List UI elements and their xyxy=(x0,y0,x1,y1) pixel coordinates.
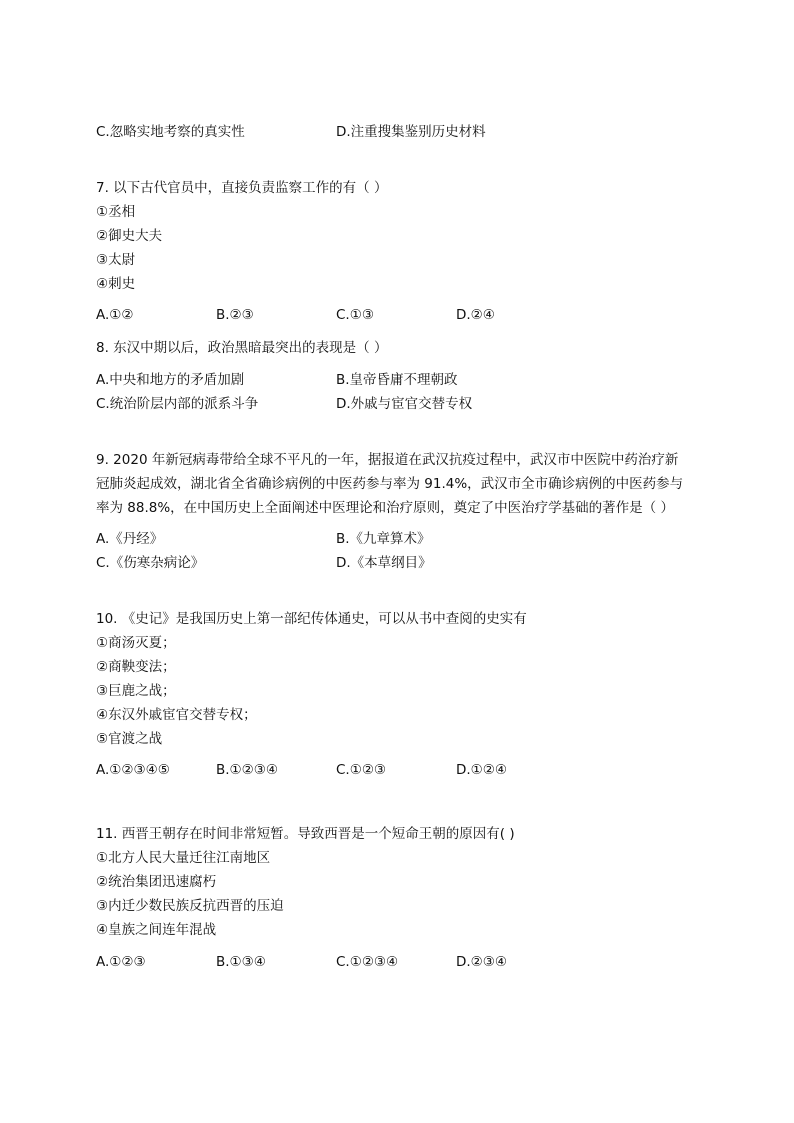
q7-option-b: B.②③ xyxy=(216,307,254,323)
q7-item: ②御史大夫 xyxy=(96,228,163,244)
q6-option-d: D.注重搜集鉴别历史材料 xyxy=(336,124,486,140)
q9-stem-line: 冠肺炎起成效，湖北省全省确诊病例的中医药参与率为 91.4%，武汉市全市确诊病例的中医药参与 xyxy=(96,476,684,492)
q11-item: ③内迁少数民族反抗西晋的压迫 xyxy=(96,898,284,914)
q11-option-c: C.①②③④ xyxy=(336,954,399,970)
q11-item: ①北方人民大量迁往江南地区 xyxy=(96,850,271,866)
q8-option-a: A.中央和地方的矛盾加剧 xyxy=(96,372,245,388)
q7-stem: 7. 以下古代官员中，直接负责监察工作的有（ ） xyxy=(96,180,388,196)
q10-item: ①商汤灭夏； xyxy=(96,635,176,651)
q6-option-c: C.忽略实地考察的真实性 xyxy=(96,124,245,140)
q11-option-b: B.①③④ xyxy=(216,954,266,970)
q10-item: ②商鞅变法； xyxy=(96,659,176,675)
q10-item: ④东汉外戚宦官交替专权； xyxy=(96,707,257,723)
q7-option-d: D.②④ xyxy=(456,307,495,323)
q11-item: ④皇族之间连年混战 xyxy=(96,922,217,938)
q10-option-c: C.①②③ xyxy=(336,762,387,778)
q9-option-d: D.《本草纲目》 xyxy=(336,555,432,571)
q9-option-c: C.《伤寒杂病论》 xyxy=(96,555,205,571)
q10-option-d: D.①②④ xyxy=(456,762,507,778)
q10-stem: 10. 《史记》是我国历史上第一部纪传体通史，可以从书中查阅的史实有 xyxy=(96,611,527,627)
q11-option-d: D.②③④ xyxy=(456,954,507,970)
q10-item: ⑤官渡之战 xyxy=(96,731,163,747)
q11-stem: 11. 西晋王朝存在时间非常短暂。导致西晋是一个短命王朝的原因有( ) xyxy=(96,826,515,842)
q7-item: ④刺史 xyxy=(96,276,136,292)
q10-option-a: A.①②③④⑤ xyxy=(96,762,170,778)
q11-option-a: A.①②③ xyxy=(96,954,146,970)
q8-option-b: B.皇帝昏庸不理朝政 xyxy=(336,372,458,388)
q10-option-b: B.①②③④ xyxy=(216,762,278,778)
q9-option-a: A.《丹经》 xyxy=(96,531,164,547)
q9-option-b: B.《九章算术》 xyxy=(336,531,431,547)
q7-item: ①丞相 xyxy=(96,204,136,220)
q7-option-c: C.①③ xyxy=(336,307,374,323)
q9-stem-line: 率为 88.8%，在中国历史上全面阐述中医理论和治疗原则，奠定了中医治疗学基础的著作是（ ） xyxy=(96,500,674,516)
q10-item: ③巨鹿之战； xyxy=(96,683,176,699)
q9-stem-line: 9. 2020 年新冠病毒带给全球不平凡的一年，据报道在武汉抗疫过程中，武汉市中医院中药治疗新 xyxy=(96,452,679,468)
q8-option-c: C.统治阶层内部的派系斗争 xyxy=(96,396,259,412)
q11-item: ②统治集团迅速腐朽 xyxy=(96,874,217,890)
q7-option-a: A.①② xyxy=(96,307,134,323)
q8-option-d: D.外戚与宦官交替专权 xyxy=(336,396,473,412)
q7-item: ③太尉 xyxy=(96,252,136,268)
q8-stem: 8. 东汉中期以后，政治黑暗最突出的表现是（ ） xyxy=(96,340,388,356)
